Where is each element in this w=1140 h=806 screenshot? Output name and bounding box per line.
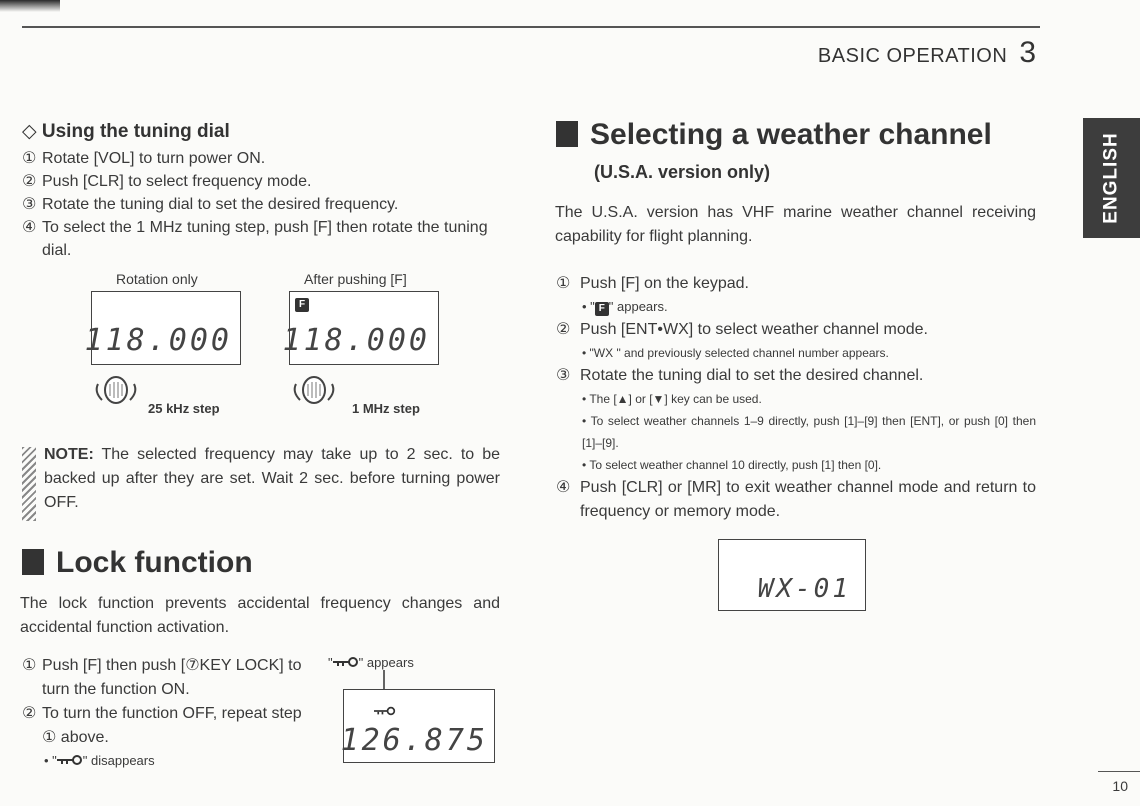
weather-heading: Selecting a weather channel — [590, 118, 992, 151]
lock-step: ② To turn the function OFF, repeat step ① above. — [22, 705, 302, 746]
page-edge-shadow — [0, 0, 60, 12]
fig2-frequency: 118.000 — [282, 323, 430, 358]
fig1-frequency: 118.000 — [84, 323, 232, 358]
weather-bullet: • The [▲] or [▼] key can be used. — [582, 392, 762, 406]
weather-step: ④ Push [CLR] or [MR] to exit weather channel mode and return to frequency or memory mode. — [556, 479, 1036, 520]
tuning-step: ① Rotate [VOL] to turn power ON. — [22, 150, 266, 167]
weather-bullet: • "WX " and previously selected channel number appears. — [582, 346, 889, 360]
lock-appears: " " appears — [328, 655, 414, 670]
page-number: 10 — [1112, 778, 1128, 794]
lock-frequency: 126.875 — [340, 723, 488, 758]
fig1-lcd — [84, 291, 241, 365]
chapter-number: 3 — [1019, 36, 1036, 69]
weather-bullet: • To select weather channels 1–9 directly, push [1]–[9] then [ENT], or push [0] then [1]–[9]. — [582, 414, 1036, 450]
fig2-label: After pushing [F] — [304, 271, 407, 287]
fig2-lcd — [282, 291, 439, 365]
tuning-section — [22, 120, 500, 262]
weather-step: ② Push [ENT•WX] to select weather channel mode. — [556, 321, 928, 338]
weather-bullet: • To select weather channel 10 directly, push [1] then [0]. — [582, 458, 882, 472]
lock-bullet: • " " disappears — [44, 753, 155, 768]
note-hatch — [22, 447, 36, 521]
weather-heading-block — [556, 118, 992, 152]
tuning-heading: ◇ Using the tuning dial — [22, 121, 230, 142]
key-indicator-icon — [374, 706, 396, 716]
page-header — [818, 36, 1036, 70]
tuning-step: ② Push [CLR] to select frequency mode. — [22, 173, 312, 190]
key-icon — [57, 755, 83, 765]
weather-intro: The U.S.A. version has VHF marine weather channel receiving capability for flight planning. — [555, 204, 1036, 245]
note-label: NOTE: — [44, 446, 94, 463]
weather-step: ① Push [F] on the keypad. — [556, 275, 749, 292]
lock-intro: The lock function prevents accidental frequency changes and accidental function activation. — [20, 595, 500, 636]
lock-steps — [22, 654, 310, 772]
header-rule — [22, 26, 1040, 28]
weather-steps — [556, 272, 1036, 524]
lock-step: ① Push [F] then push [⑦KEY LOCK] to turn the function ON. — [22, 657, 302, 698]
key-icon — [333, 657, 359, 667]
f-indicator-icon: F — [595, 302, 609, 316]
fig1-label: Rotation only — [116, 271, 198, 287]
weather-step: ③ Rotate the tuning dial to set the desired channel. — [556, 367, 924, 384]
lock-lcd — [340, 689, 495, 763]
header-title: BASIC OPERATION — [817, 45, 1008, 67]
tuning-step: ④ To select the 1 MHz tuning step, push [F] then rotate the tuning dial. — [22, 219, 488, 259]
tuning-steps — [22, 147, 500, 262]
fig1-step: 25 kHz step — [148, 401, 220, 416]
note — [44, 443, 500, 515]
fig2-step: 1 MHz step — [352, 401, 420, 416]
page-number-rule — [1098, 771, 1140, 772]
section-marker-icon — [22, 549, 44, 575]
note-text: The selected frequency may take up to 2 sec. to be backed up after they are set. Wait 2 sec. before turning power OFF. — [44, 446, 500, 511]
tuning-dial-icon — [92, 370, 140, 406]
weather-bullet: • " F " appears. — [582, 299, 668, 314]
weather-lcd — [718, 539, 866, 611]
language-tab-label: ENGLISH — [1100, 132, 1122, 224]
lock-heading: Lock function — [56, 546, 253, 579]
tuning-step: ③ Rotate the tuning dial to set the desired frequency. — [22, 196, 399, 213]
weather-channel-display: WX-01 — [757, 574, 851, 604]
f-indicator-icon: F — [295, 298, 309, 312]
language-tab — [1083, 118, 1140, 238]
lock-heading-block — [22, 546, 253, 580]
tuning-dial-icon — [290, 370, 338, 406]
weather-subheading: (U.S.A. version only) — [594, 162, 771, 182]
section-marker-icon — [556, 121, 578, 147]
